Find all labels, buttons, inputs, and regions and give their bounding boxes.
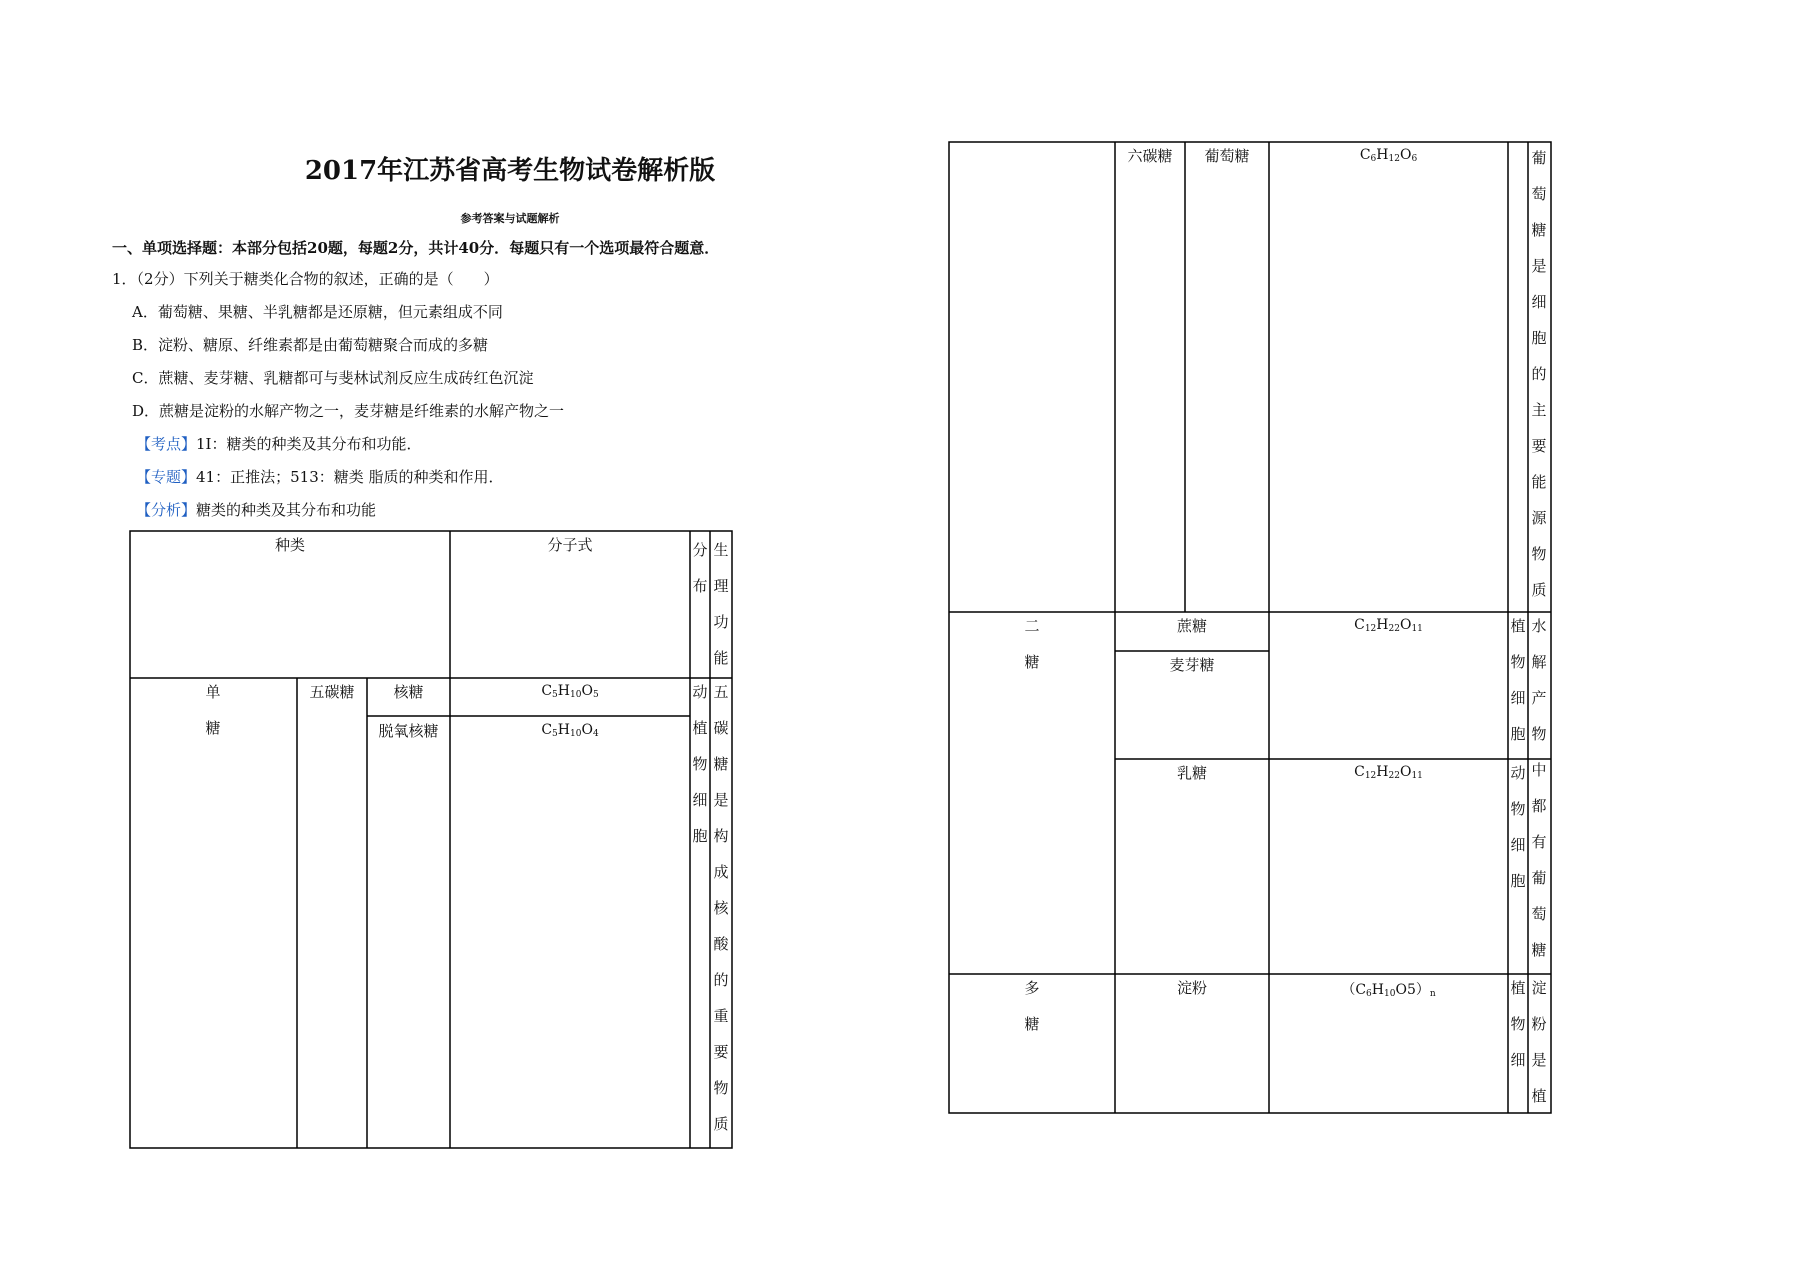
di-function: 水 解 产 物 中 都 有 葡 萄 糖 [1531,617,1547,959]
di-formula: $C_{12}H_{22}O_{11}$ [1354,617,1423,634]
zhuanti-label: 【专题】 [136,468,197,486]
kaodian-label: 【考点】 [136,435,197,453]
zhuanti-text: 41：正推法；513：糖类 脂质的种类和作用． [196,468,504,486]
di-distribution-plant: 植 物 细 胞 [1510,617,1526,743]
starch-formula: $(C_6H_{10}O5)_n$ [1341,982,1436,999]
glucose-function: 葡 萄 糖 是 细 胞 的 主 要 能 源 物 质 [1531,149,1547,599]
di-label: 二 糖 [1024,617,1040,671]
mono-label: 单 糖 [205,683,221,737]
left-table-border [130,531,732,1148]
ribose-formula: $C_5H_{10}O_5$ [541,683,599,700]
option-b: B．淀粉、糖原、纤维素都是由葡萄糖聚合而成的多糖 [132,336,489,354]
lactose-distribution: 动 物 细 胞 [1510,764,1526,890]
header-kind: 种类 [274,536,305,554]
maltose-label: 麦芽糖 [1169,656,1215,674]
option-d: D．蔗糖是淀粉的水解产物之一，麦芽糖是纤维素的水解产物之一 [132,402,565,420]
pentose-function: 五 碳 糖 是 构 成 核 酸 的 重 要 物 质 [713,683,729,1133]
option-c: C．蔗糖、麦芽糖、乳糖都可与斐林试剂反应生成砖红色沉淀 [132,369,534,387]
hexose-label: 六碳糖 [1127,147,1173,165]
fenxi-label: 【分析】 [136,501,197,519]
page-subtitle: 参考答案与试题解析 [460,212,560,225]
header-formula: 分子式 [547,536,593,554]
section-heading: 一、单项选择题：本部分包括20题，每题2分，共计40分．每题只有一个选项最符合题意． [112,239,720,257]
starch-distribution: 植 物 细 [1510,979,1526,1069]
deoxyribose-formula: $C_5H_{10}O_4$ [541,722,599,739]
page-title: 2017年江苏省高考生物试卷解析版 [304,156,716,186]
sucrose-label: 蔗糖 [1176,617,1207,635]
poly-label: 多 糖 [1024,979,1040,1033]
lactose-formula: $C_{12}H_{22}O_{11}$ [1354,764,1423,781]
glucose-formula: $C_6H_{12}O_6$ [1359,147,1418,164]
deoxyribose-label: 脱氧核糖 [378,722,439,740]
header-func: 生 理 功 能 [713,541,729,667]
option-a: A．葡萄糖、果糖、半乳糖都是还原糖，但元素组成不同 [132,303,503,321]
question-stem: 1．（2分）下列关于糖类化合物的叙述，正确的是（ ） [112,270,499,288]
ribose-label: 核糖 [393,683,424,701]
starch-label: 淀粉 [1176,979,1207,997]
fenxi-text: 糖类的种类及其分布和功能 [196,501,377,519]
header-dist: 分 布 [692,541,708,595]
pentose-label: 五碳糖 [309,683,355,701]
kaodian-text: 1I：糖类的种类及其分布和功能． [196,435,422,453]
glucose-label: 葡萄糖 [1204,147,1250,165]
starch-function: 淀 粉 是 植 [1531,979,1547,1105]
lactose-label: 乳糖 [1176,764,1207,782]
pentose-distribution: 动 植 物 细 胞 [692,683,708,845]
